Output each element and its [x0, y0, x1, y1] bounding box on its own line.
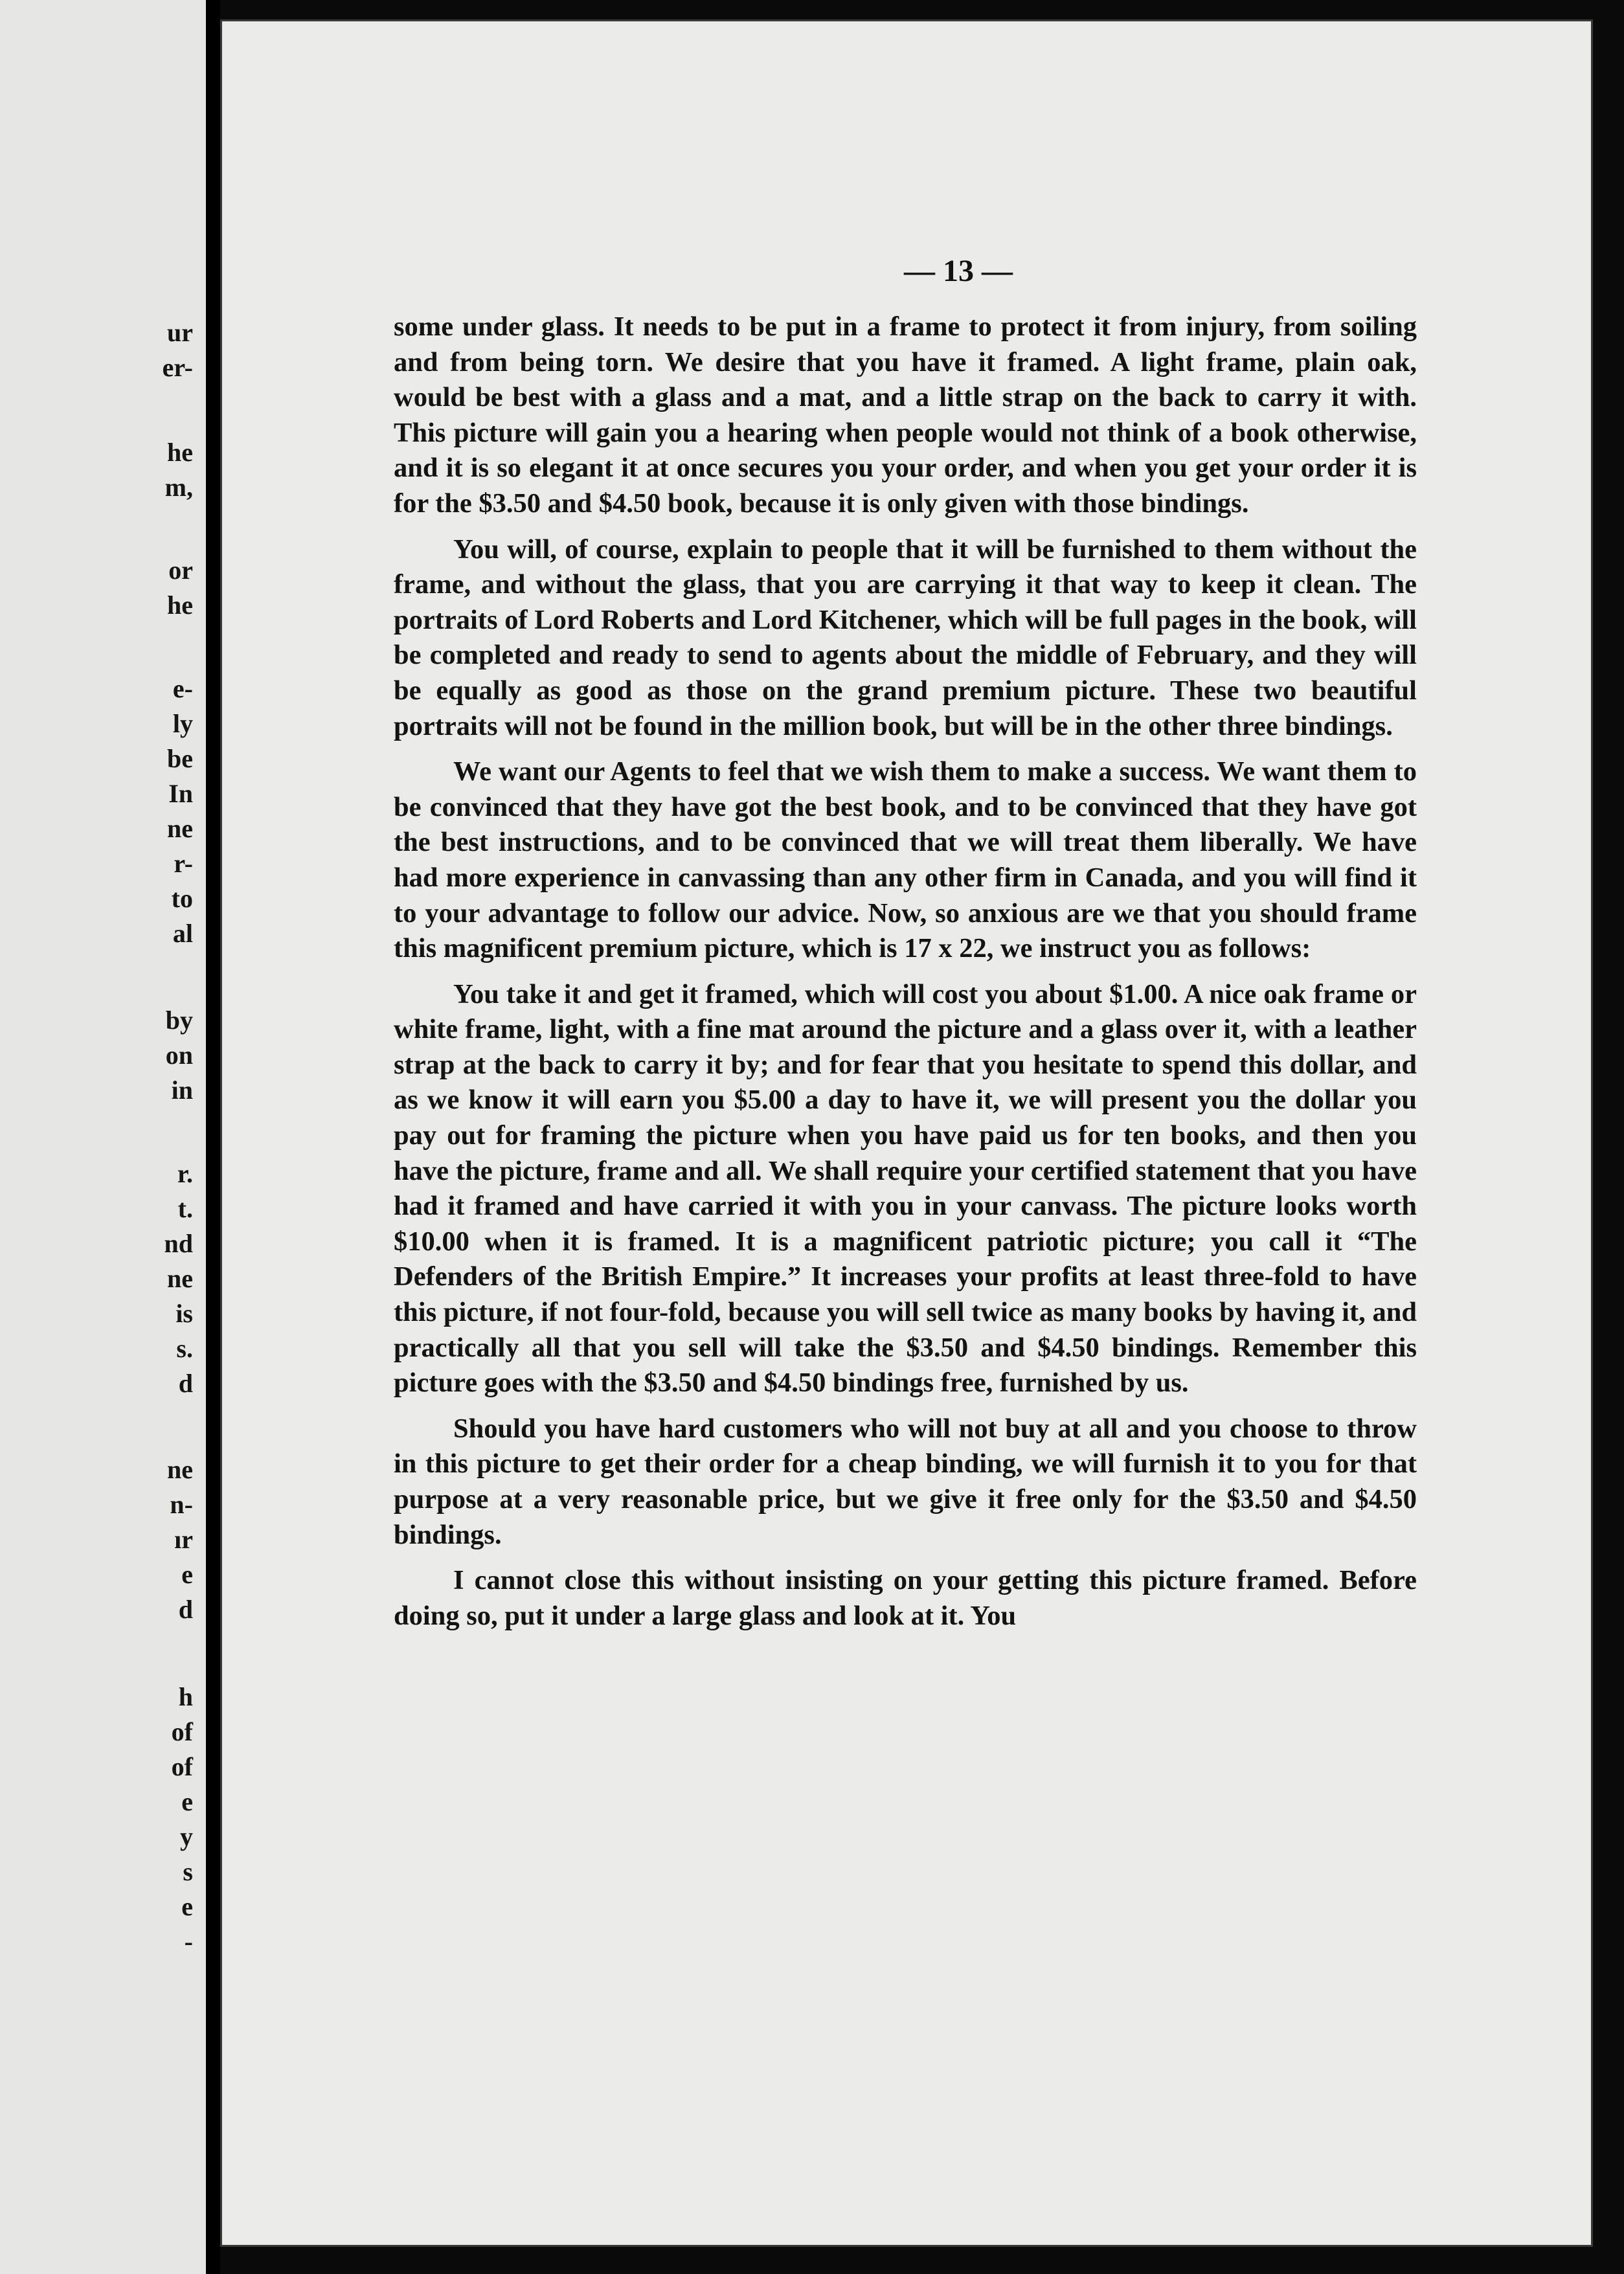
left-page-text-fragment: e: [181, 1560, 193, 1589]
left-page-text-fragment: s: [183, 1857, 193, 1886]
left-page-text-fragment: In: [168, 779, 193, 808]
left-page-text-fragment: ly: [172, 709, 193, 738]
left-page-text-fragment: y: [180, 1822, 193, 1851]
left-page-text-fragment: of: [171, 1752, 193, 1781]
paragraph: some under glass. It needs to be put in a frame to protect it from injury, from soiling and from being torn. We desire that you have it framed. A light frame, plain oak, would be best with a glass and a mat, and a little strap on the back to carry it with. This picture will gain you a hearing when people would not think of a book otherwise, and it is so elegant it at once secures you your order, and when you get your order it is for the $3.50 and $4.50 book, because it is only given with those bindings.: [394, 311, 1417, 519]
book-page: [220, 19, 1593, 2247]
left-page-text-fragment: d: [178, 1595, 193, 1624]
paragraph: You take it and get it framed, which will cost you about $1.00. A nice oak frame or white frame, light, with a fine mat around the picture and a glass over it, with a leather strap at the back to carry it by; and for fear that you hesitate to spend this dollar, and as we know it will earn you $5.00 a day to have it, we will present you the dollar you pay out for framing the picture when you have paid us for ten books, and then you have the picture, frame and all. We shall require your certified statement that you have had it framed and have carried it with you in your canvass. The picture looks worth $10.00 when it is framed. It is a magnificent patriotic picture; you call it “The Defenders of the British Empire.” It increases your profits at least three-fold to have this picture, if not four-fold, because you will sell twice as many books by having it, and practically all that you sell will take the $3.50 and $4.50 bindings. Remember this picture goes with the $3.50 and $4.50 bindings free, furnished by us.: [394, 978, 1417, 1399]
left-page-text-fragment: or: [168, 556, 193, 585]
left-page-text-fragment: d: [178, 1369, 193, 1398]
left-page-text-fragment: nd: [164, 1229, 193, 1258]
left-page-text-fragment: t.: [177, 1194, 193, 1223]
left-page-text-fragment: e: [181, 1787, 193, 1816]
left-page-text-fragment: al: [172, 919, 193, 948]
left-page-text-fragment: er-: [162, 353, 193, 382]
left-page-text-fragment: he: [167, 591, 193, 620]
left-page-text-fragment: on: [165, 1041, 193, 1070]
left-page-text-fragment: by: [165, 1006, 193, 1035]
left-page-text-fragment: ne: [167, 1455, 193, 1484]
left-page-text-fragment: ne: [167, 814, 193, 843]
left-page-text-fragment: e-: [172, 674, 193, 703]
left-page-text-fragment: ne: [167, 1264, 193, 1293]
book-gutter: [206, 0, 220, 2274]
paragraph: You will, of course, explain to people that it will be furnished to them without the frame, and without the glass, that you are carrying it that way to keep it clean. The portraits of Lord Roberts and Lord Kitchener, which will be full pages in the book, will be completed and ready to send to agents about the middle of February, and they will be equally as good as those on the grand premium picture. These two beautiful portraits will not be found in the million book, but will be in the other three bindings.: [394, 534, 1417, 741]
left-page-text-fragment: s.: [176, 1334, 193, 1363]
page-number: — 13 —: [904, 254, 1013, 288]
left-page-text-fragment: to: [171, 884, 193, 913]
left-page-text-fragment: e: [181, 1892, 193, 1921]
body-text: [394, 310, 1417, 1634]
left-page-text-fragment: be: [167, 744, 193, 773]
paragraph: Should you have hard customers who will not buy at all and you choose to throw in this picture to get their order for a cheap binding, we will furnish it to you for that purpose at a very reasonable price, but we give it free only for the $3.50 and $4.50 bindings.: [394, 1413, 1417, 1550]
left-page-text-fragment: is: [175, 1299, 193, 1328]
left-page-text-fragment: in: [171, 1075, 193, 1105]
left-page-text-fragment: r-: [174, 849, 193, 878]
left-page-text-fragment: r.: [177, 1159, 193, 1188]
left-page-text-fragment: h: [178, 1682, 193, 1711]
left-page-text-fragment: ur: [167, 318, 193, 347]
left-page-edge: [0, 0, 206, 2274]
paragraph: We want our Agents to feel that we wish them to make a success. We want them to be convinced that they have got the best book, and to be convinced that they have got the best instructions, and to be convinced that we will treat them liberally. We have had more experience in canvassing than any other firm in Canada, and you will find it to your advantage to follow our advice. Now, so anxious are we that you should frame this magnificent premium picture, which is 17 x 22, we instruct you as follows:: [394, 756, 1417, 964]
left-page-text-fragment: m,: [164, 473, 193, 502]
left-page-text-fragment: of: [171, 1717, 193, 1746]
paragraph: I cannot close this without insisting on your getting this picture framed. Before doing so, put it under a large glass and look at it. You: [394, 1565, 1417, 1631]
left-page-text-fragment: n-: [170, 1490, 193, 1519]
left-page-text-fragment: he: [167, 438, 193, 467]
left-page-text-fragment: -: [184, 1927, 193, 1956]
left-page-text-fragment: ır: [174, 1525, 193, 1554]
